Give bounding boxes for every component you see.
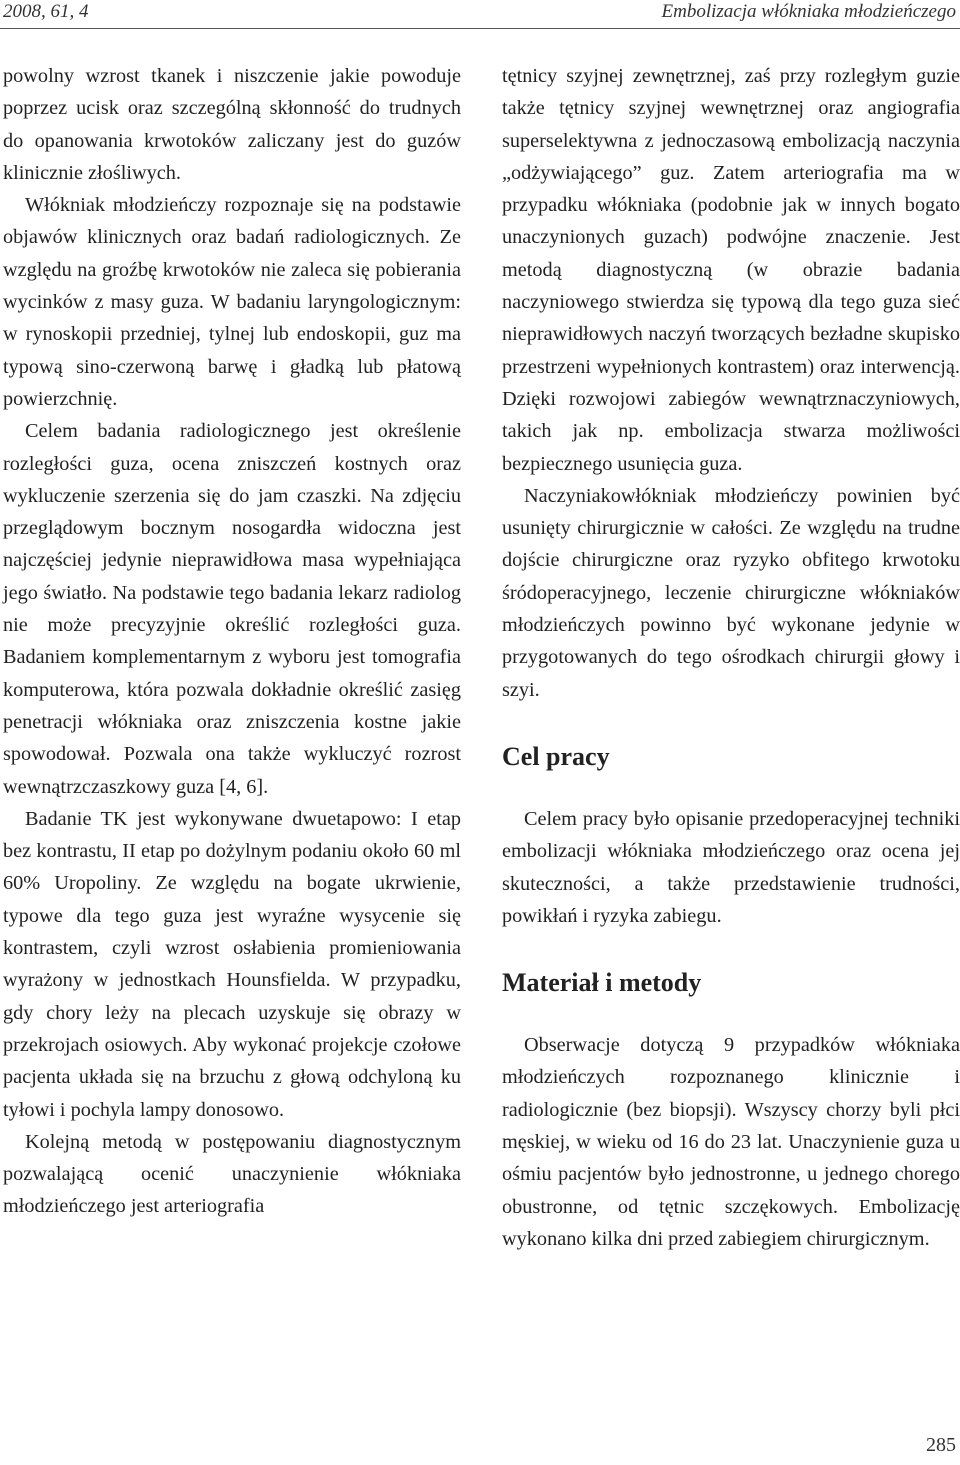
- paragraph: Badanie TK jest wykonywane dwuetapowo: I etap bez kontrastu, II etap po dożylnym podaniu około 60 ml 60% Uropoliny. Ze względu na bogate ukrwienie, typowe dla tego guza jest wyraźne wysycenie się kontrastem, czyli wzrost osłabienia promieniowania wyrażony w jednostkach Hounsfielda. W przypadku, gdy chory leży na plecach uzyskuje się obrazy w przekrojach osiowych. Aby wykonać projekcje czołowe pacjenta układa się na brzuchu z głową odchyloną ku tyłowi i pochyla lampy donosowo.: [3, 807, 461, 1121]
- page-number: 285: [926, 1434, 956, 1456]
- article-short-title: Embolizacja włókniaka młodzieńczego: [661, 1, 956, 22]
- paragraph: Kolejną metodą w postępowaniu diagnostycznym pozwalającą ocenić unaczynienie włókniaka młodzieńczego jest arteriografia: [3, 1130, 461, 1218]
- section-heading-aim: Cel pracy: [502, 741, 610, 771]
- running-header: [0, 0, 960, 24]
- paragraph: Celem badania radiologicznego jest określenie rozległości guza, ocena zniszczeń kostnych oraz wykluczenie szerzenia się do jam czaszki. Na zdjęciu przeglądowym bocznym nosogardła widoczna jest najczęściej jedynie nieprawidłowa masa wypełniająca jego światło. Na podstawie tego badania lekarz radiolog nie może precyzyjnie określić rozległości guza. Badaniem komplementarnym z wyboru jest tomografia komputerowa, która pozwala dokładnie określić zasięg penetracji włókniaka oraz zniszczenia kostne jakie spowodował. Pozwala ona także wykluczyć rozrost wewnątrzczaszkowy guza [4, 6].: [3, 420, 461, 798]
- paragraph: Obserwacje dotyczą 9 przypadków włókniaka młodzieńczych rozpoznanego klinicznie i radiologicznie (bez biopsji). Wszyscy chorzy byli płci męskiej, w wieku od 16 do 23 lat. Unaczynienie guza u ośmiu pacjentów było jednostronne, u jednego chorego obustronne, od tętnic szczękowych. Embolizację wykonano kilka dni przed zabiegiem chirurgicznym.: [502, 1034, 960, 1250]
- paragraph: tętnicy szyjnej zewnętrznej, zaś przy rozległym guzie także tętnicy szyjnej wewnętrznej oraz angiografia superselektywna z jednoczasową embolizacją naczynia „odżywiającego” guz. Zatem arteriografia ma w przypadku włókniaka (podobnie jak w innych bogato unaczynionych guzach) podwójne znaczenie. Jest metodą diagnostyczną (w obrazie badania naczyniowego stwierdza się typową dla tego guza sieć nieprawidłowych naczyń tworzących bezładne skupisko przestrzeni wypełnionych kontrastem) oraz interwencją. Dzięki rozwojowi zabiegów wewnątrznaczyniowych, takich jak np. embolizacja stwarza możliwości bezpiecznego usunięcia guza.: [502, 65, 960, 475]
- left-column: [3, 60, 461, 1223]
- paragraph: Naczyniakowłókniak młodzieńczy powinien być usunięty chirurgicznie w całości. Ze względu na trudne dojście chirurgiczne oraz ryzyko obfitego krwotoku śródoperacyjnego, leczenie chirurgiczne włókniaków młodzieńczych powinno być wykonane jedynie w przygotowanych do tego ośrodkach chirurgii głowy i szyi.: [502, 484, 960, 701]
- right-column: [502, 60, 960, 1255]
- section-heading-methods: Materiał i metody: [502, 968, 702, 998]
- paragraph: Włókniak młodzieńczy rozpoznaje się na podstawie objawów klinicznych oraz badań radiologicznych. Ze względu na groźbę krwotoków nie zaleca się pobierania wycinków z masy guza. W badaniu laryngologicznym: w rynoskopii przedniej, tylnej lub endoskopii, guz ma typową sino-czerwoną barwę i gładką lub płatową powierzchnię.: [3, 194, 461, 410]
- journal-issue: 2008, 61, 4: [3, 1, 89, 22]
- header-rule: [0, 28, 960, 29]
- paragraph: powolny wzrost tkanek i niszczenie jakie powoduje poprzez ucisk oraz szczególną skłonność do trudnych do opanowania krwotoków zaliczany jest do guzów klinicznie złośliwych.: [3, 65, 461, 184]
- paragraph: Celem pracy było opisanie przedoperacyjnej techniki embolizacji włókniaka młodzieńczego oraz ocena jej skuteczności, a także przedstawienie trudności, powikłań i ryzyka zabiegu.: [502, 807, 960, 927]
